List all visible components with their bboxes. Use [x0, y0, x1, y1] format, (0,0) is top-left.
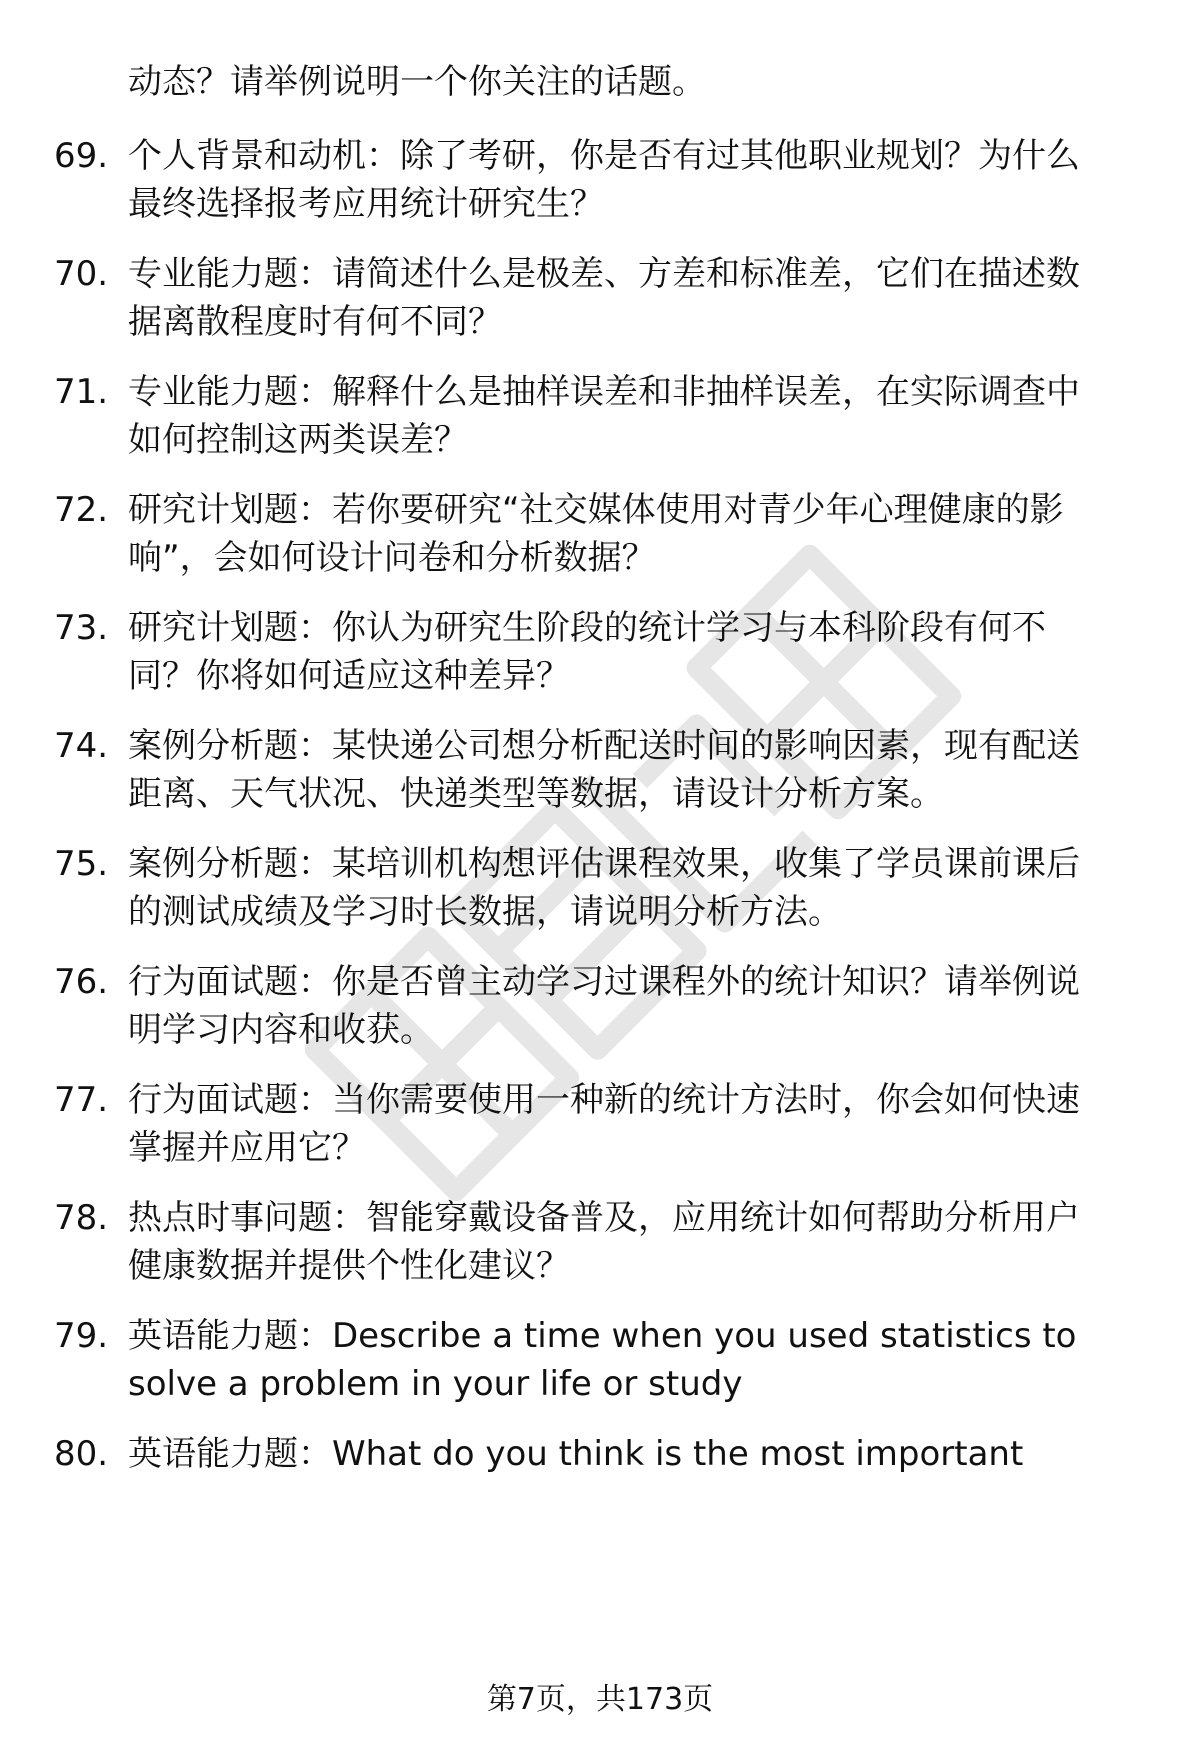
question-number: 70. [54, 254, 109, 294]
question-number: 71. [54, 372, 109, 412]
question-number: 73. [54, 608, 109, 648]
question-number: 79. [54, 1316, 109, 1356]
carry-over-line: 动态？请举例说明一个你关注的话题。 [128, 62, 706, 102]
page-footer: 第7页，共173页 [486, 1682, 714, 1717]
question-number: 74. [54, 726, 109, 766]
question-line: 掌握并应用它？ [128, 1128, 366, 1168]
question-text [128, 1430, 1158, 1478]
question-text [128, 1194, 1158, 1290]
question-text [128, 1312, 1158, 1408]
question-line: 据离散程度时有何不同？ [128, 302, 502, 342]
question-line: 如何控制这两类误差？ [128, 420, 468, 460]
question-text [128, 250, 1158, 346]
question-text [128, 132, 1158, 228]
question-text [128, 958, 1158, 1054]
question-text [128, 368, 1158, 464]
question-line: 热点时事问题：智能穿戴设备普及，应用统计如何帮助分析用户 [128, 1198, 1080, 1238]
question-line: 英语能力题：Describe a time when you used statistics to [128, 1316, 1077, 1356]
question-line: 案例分析题：某快递公司想分析配送时间的影响因素，现有配送 [128, 726, 1080, 766]
question-number: 76. [54, 962, 109, 1002]
question-text [128, 604, 1158, 700]
question-line: 最终选择报考应用统计研究生？ [128, 184, 604, 224]
question-number: 80. [54, 1434, 109, 1474]
question-number: 78. [54, 1198, 109, 1238]
question-line: 同？你将如何适应这种差异？ [128, 656, 570, 696]
question-line: 研究计划题：你认为研究生阶段的统计学习与本科阶段有何不 [128, 608, 1046, 648]
question-line: 专业能力题：解释什么是抽样误差和非抽样误差，在实际调查中 [128, 372, 1080, 412]
question-line: solve a problem in your life or study [128, 1364, 743, 1404]
question-line: 行为面试题：当你需要使用一种新的统计方法时，你会如何快速 [128, 1080, 1080, 1120]
question-text [128, 722, 1158, 818]
question-line: 健康数据并提供个性化建议？ [128, 1246, 570, 1286]
question-line: 响”，会如何设计问卷和分析数据？ [128, 538, 656, 578]
question-line: 个人背景和动机：除了考研，你是否有过其他职业规划？为什么 [128, 136, 1080, 176]
question-line: 案例分析题：某培训机构想评估课程效果，收集了学员课前课后 [128, 844, 1080, 884]
question-line: 明学习内容和收获。 [128, 1010, 434, 1050]
question-number: 72. [54, 490, 109, 530]
question-line: 行为面试题：你是否曾主动学习过课程外的统计知识？请举例说 [128, 962, 1080, 1002]
question-line: 英语能力题：What do you think is the most important [128, 1434, 1024, 1474]
question-line: 的测试成绩及学习时长数据，请说明分析方法。 [128, 892, 842, 932]
question-number: 77. [54, 1080, 109, 1120]
question-line: 研究计划题：若你要研究“社交媒体使用对青少年心理健康的影 [128, 490, 1064, 530]
question-number: 69. [54, 136, 109, 176]
question-text [128, 840, 1158, 936]
question-line: 距离、天气状况、快递类型等数据，请设计分析方案。 [128, 774, 944, 814]
question-number: 75. [54, 844, 109, 884]
question-text [128, 1076, 1158, 1172]
question-text [128, 486, 1158, 582]
question-line: 专业能力题：请简述什么是极差、方差和标准差，它们在描述数 [128, 254, 1080, 294]
